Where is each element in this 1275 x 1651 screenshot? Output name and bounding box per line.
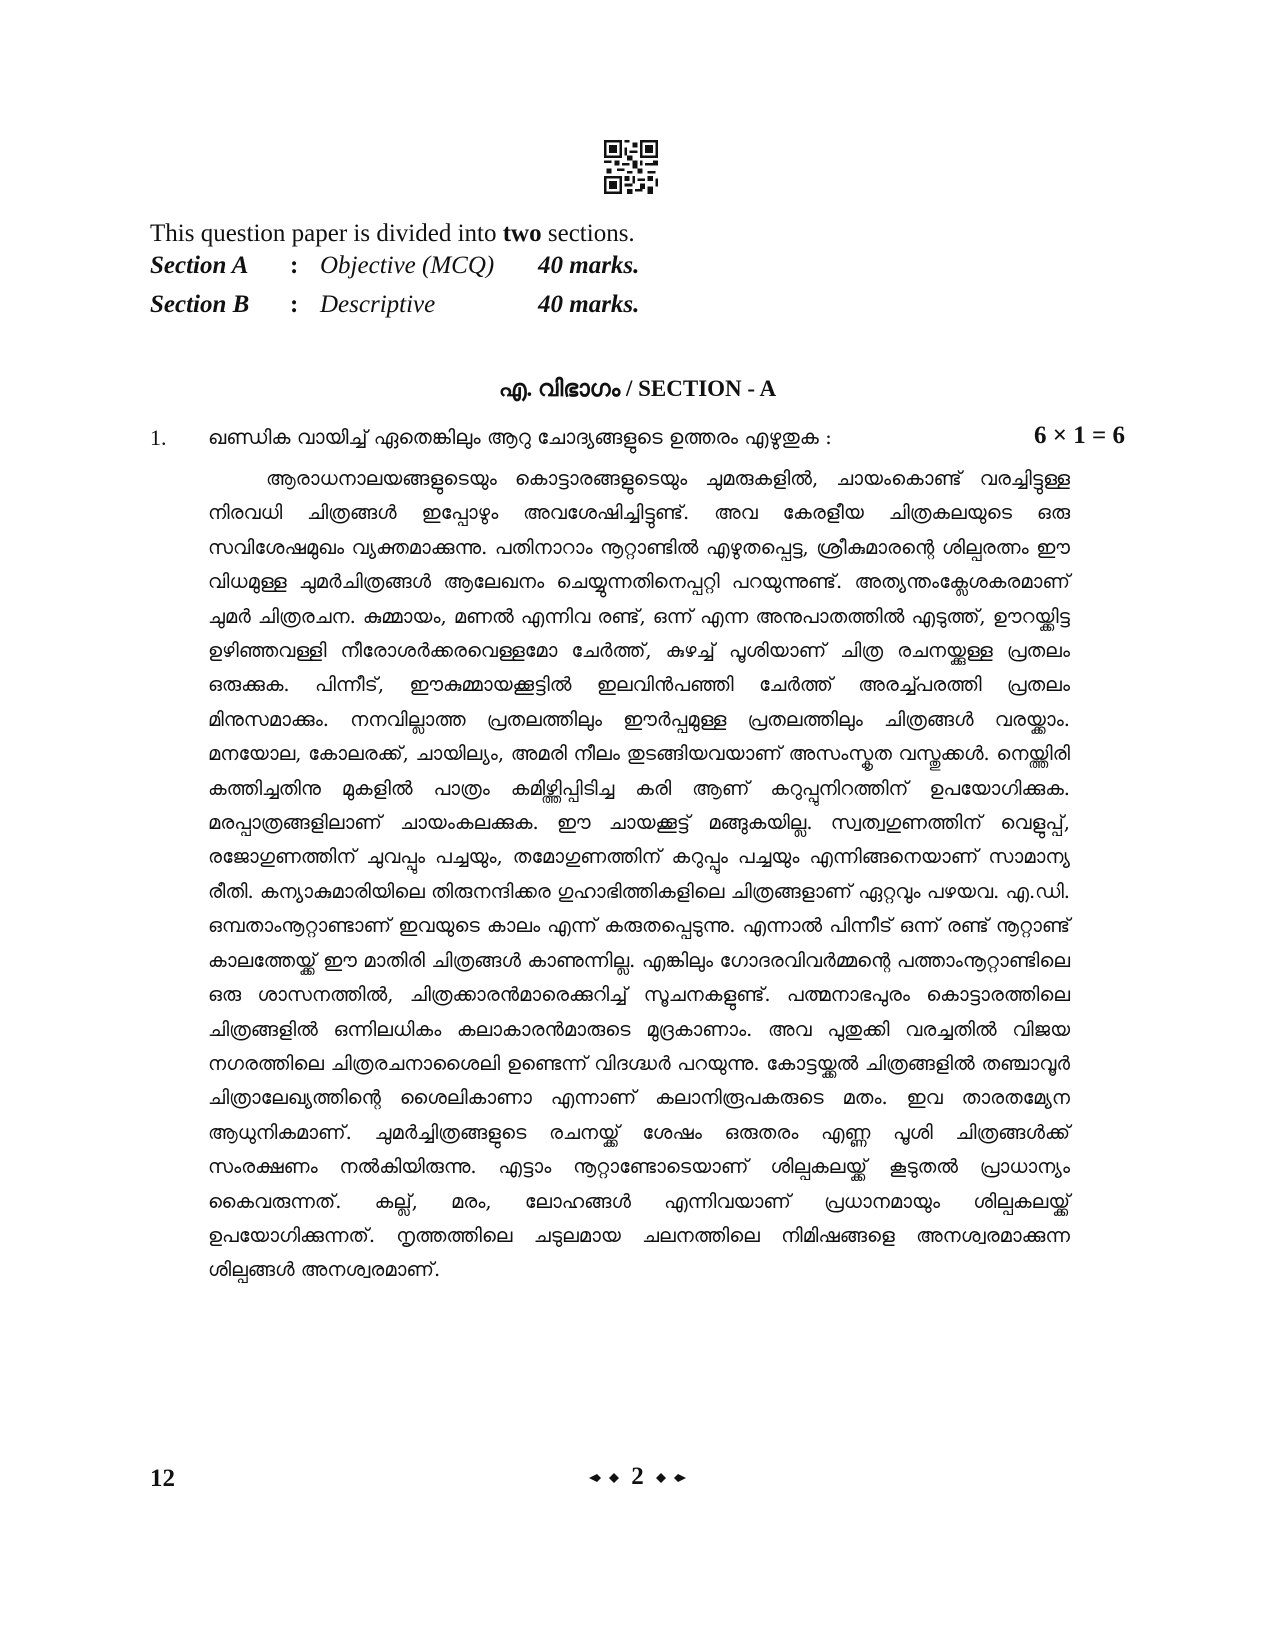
section-b-marks: 40 marks. xyxy=(538,291,640,318)
reading-passage: ആരാധനാലയങ്ങളുടെയും കൊട്ടാരങ്ങളുടെയും ചുമരുകളിൽ, ചായംകൊണ്ട് വരച്ചിട്ടുള്ള നിരവധി ചിത്രങ്ങൾ ഇപ്പോഴും അവശേഷിച്ചിട്ടുണ്ട്. അവ കേരളീയ ചിത്രകലയുടെ ഒരു സവിശേഷമുഖം വ്യക്തമാക്കുന്നു. പതിനാറാം നൂറ്റാണ്ടിൽ എഴുതപ്പെട്ട, ശ്രീകുമാരന്റെ ശില്പരത്നം ഈ വിധമുള്ള ചുമർചിത്രങ്ങൾ ആലേഖനം ചെയ്യുന്നതിനെപ്പറ്റി പറയുന്നുണ്ട്. അത്യന്തംക്ലേശകരമാണ് ചുമർ ചിത്രരചന. കുമ്മായം, മണൽ എന്നിവ രണ്ട്, ഒന്ന് എന്ന അനുപാതത്തിൽ എടുത്ത്, ഊറയ്ക്കിട്ട ഉഴിഞ്ഞവള്ളി നീരോശർക്കരവെള്ളമോ ചേർത്ത്, കുഴച്ച് പൂശിയാണ് ചിത്ര രചനയ്ക്കുള്ള പ്രതലം ഒരുക്കുക. പിന്നീട്, ഈകുമ്മായക്കൂട്ടിൽ ഇലവിൻപഞ്ഞി ചേർത്ത് അരച്ച്പരത്തി പ്രതലം മിനുസമാക്കും. നനവില്ലാത്ത പ്രതലത്തിലും ഈർപ്പമുള്ള പ്രതലത്തിലും ചിത്രങ്ങൾ വരയ്ക്കാം. മനയോല, കോലരക്ക്, ചായില്യം, അമരി നീലം തുടങ്ങിയവയാണ് അസംസ്കൃത വസ്തുക്കൾ. നെയ്ത്തിരി കത്തിച്ചതിനു മുകളിൽ പാത്രം കമിഴ്ത്തിപ്പിടിച്ച കരി ആണ് കറുപ്പുനിറത്തിന് ഉപയോഗിക്കുക. മരപ്പാത്രങ്ങളിലാണ് ചായംകലക്കുക. ഈ ചായക്കൂട്ട് മങ്ങുകയില്ല. സ്വത്വഗുണത്തിന് വെളുപ്പ്, രജോഗുണത്തിന് ചുവപ്പും പച്ചയും, തമോഗുണത്തിന് കറുപ്പും പച്ചയും എന്നിങ്ങനെയാണ് സാമാന്യ രീതി. കന്യാകുമാരിയിലെ തിരുനന്ദിക്കര ഗുഹാഭിത്തികളിലെ ചിത്രങ്ങളാണ് ഏറ്റവും പഴയവ. എ.ഡി. ഒമ്പതാംനൂറ്റാണ്ടാണ് ഇവയുടെ കാലം എന്ന് കരുതപ്പെടുന്നു. എന്നാൽ പിന്നീട് ഒന്ന് രണ്ട് നൂറ്റാണ്ട് കാലത്തേയ്ക്ക് ഈ മാതിരി ചിത്രങ്ങൾ കാണുന്നില്ല. എങ്കിലും ഗോദരവിവർമ്മന്റെ പത്താംനൂറ്റാണ്ടിലെ ഒരു ശാസനത്തിൽ, ചിത്രക്കാരൻമാരെക്കുറിച്ച് സൂചനകളുണ്ട്. പത്മനാഭപുരം കൊട്ടാരത്തിലെ ചിത്രങ്ങളിൽ ഒന്നിലധികം കലാകാരൻമാരുടെ മുദ്രകാണാം. അവ പുതുക്കി വരച്ചതിൽ വിജയ നഗരത്തിലെ ചിത്രരചനാശൈലി ഉണ്ടെന്ന് വിദഗ്ദ്ധർ പറയുന്നു. കോട്ടയ്ക്കൽ ചിത്രങ്ങളിൽ തഞ്ചാവൂർ ചിത്രാലേഖ്യത്തിന്റെ ശൈലികാണാ എന്നാണ് കലാനിരൂപകരുടെ മതം. ഇവ താരതമ്യേന ആധുനികമാണ്. ചുമർച്ചിത്രങ്ങളുടെ രചനയ്ക്ക് ശേഷം ഒരുതരം എണ്ണ പൂശി ചിത്രങ്ങൾക്ക് സംരക്ഷണം നൽകിയിരുന്നു. എട്ടാം നൂറ്റാണ്ടോടെയാണ് ശില്പകലയ്ക്ക് കൂടുതൽ പ്രാധാന്യം കൈവരുന്നത്. കല്ല്, മരം, ലോഹങ്ങൾ എന്നിവയാണ് പ്രധാനമായും ശില്പകലയ്ക്ക് ഉപയോഗിക്കുന്നത്. നൃത്തത്തിലെ ചടുലമായ ചലനത്തിലെ നിമിഷങ്ങളെ അനശ്വരമാക്കുന്ന ശില്പങ്ങൾ അനശ്വരമാണ്. xyxy=(208,467,1070,1282)
paper-division-note xyxy=(150,220,635,248)
section-b-label: Section B xyxy=(150,291,250,318)
section-a-row xyxy=(150,252,639,280)
intro-suffix: sections. xyxy=(541,220,635,247)
intro-bold-word: two xyxy=(502,220,542,247)
paper-code: 12 xyxy=(150,1465,175,1492)
question-text: ഖണ്ഡിക വായിച്ച് ഏതെങ്കിലും ആറു ചോദ്യങ്ങളുടെ ഉത്തരം എഴുതുക : xyxy=(208,425,832,449)
section-b-colon: : xyxy=(290,291,299,318)
section-a-marks: 40 marks. xyxy=(538,252,640,279)
right-ornament-icon xyxy=(650,1471,688,1485)
section-b-type: Descriptive xyxy=(320,291,436,318)
section-b-row xyxy=(150,291,639,319)
left-ornament-icon xyxy=(587,1471,625,1485)
intro-prefix: This question paper is divided into xyxy=(150,220,503,247)
page-number-group xyxy=(0,1463,1275,1491)
question-marks: 6 × 1 = 6 xyxy=(1034,422,1125,449)
page-number: 2 xyxy=(631,1463,644,1490)
section-a-label: Section A xyxy=(150,252,249,279)
section-a-type: Objective (MCQ) xyxy=(320,252,495,279)
section-a-colon: : xyxy=(290,252,299,279)
question-number: 1. xyxy=(150,425,167,450)
section-heading: എ. വിഭാഗം / SECTION - A xyxy=(498,376,777,401)
qr-code-icon xyxy=(604,140,658,194)
